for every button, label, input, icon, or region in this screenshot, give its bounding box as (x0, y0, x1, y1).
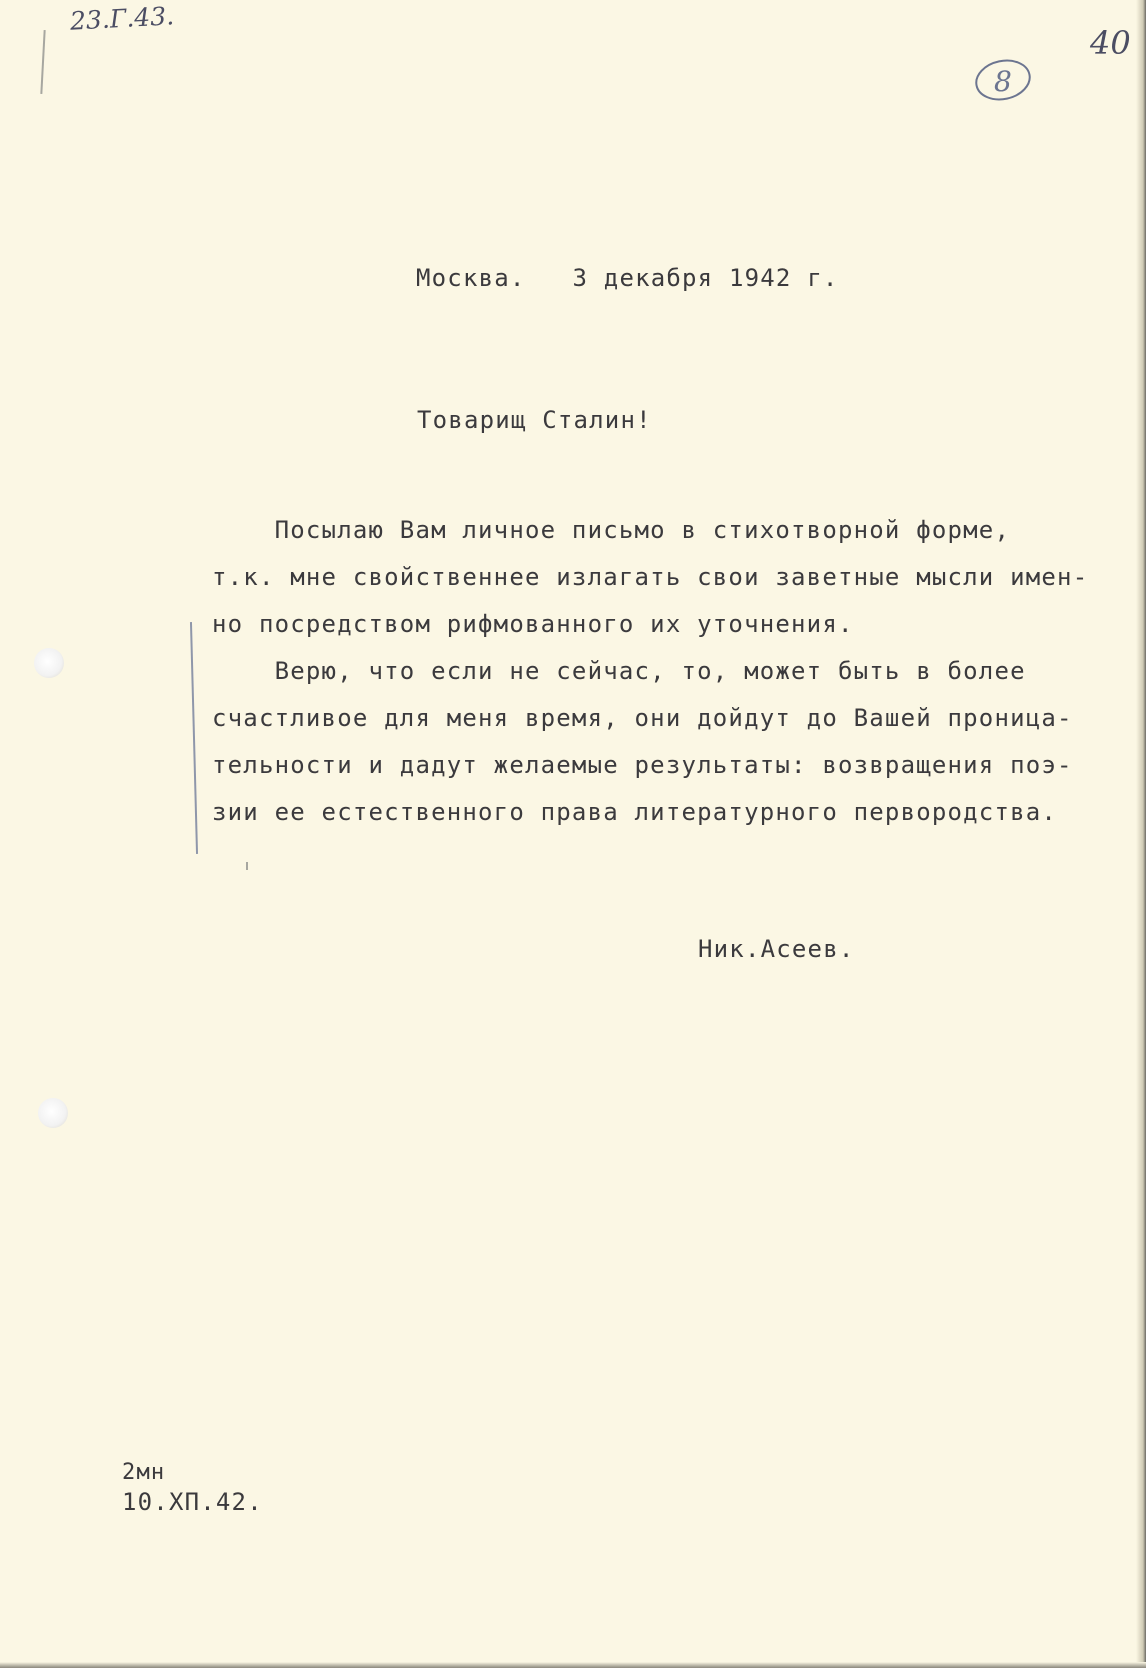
paragraph-1 (212, 507, 1088, 648)
paragraph-1-line-1: Посылаю Вам личное письмо в стихотворной форме, (212, 516, 1011, 544)
copies-note: 2мн (122, 1460, 166, 1485)
salutation: Товарищ Сталин! (417, 406, 652, 434)
circled-mark-icon (970, 54, 1036, 106)
signature: Ник.Асеев. (698, 935, 855, 963)
punch-hole-bottom (38, 1098, 68, 1128)
paragraph-2-line-4: зии ее естественного права литературного первородства. (212, 798, 1058, 826)
paragraph-2 (212, 648, 1073, 836)
paragraph-2-line-1: Верю, что если не сейчас, то, может быть в более (212, 657, 1026, 685)
place-and-date: Москва. 3 декабря 1942 г. (416, 264, 839, 292)
margin-pencil-line (190, 622, 198, 854)
page-edge-shadow (1136, 0, 1146, 1668)
margin-dot (246, 862, 248, 870)
paragraph-2-line-2: счастливое для меня время, они дойдут до Вашей проница- (212, 704, 1073, 732)
paragraph-2-line-3: тельности и дадут желаемые результаты: возвращения поэ- (212, 751, 1073, 779)
circled-mark-text: 8 (994, 65, 1012, 98)
page-number: 40 (1090, 24, 1131, 62)
page-bottom-shadow (0, 1662, 1146, 1668)
punch-hole-top (34, 648, 64, 678)
registry-date: 10.ХП.42. (122, 1488, 263, 1516)
archive-date-mark: 23.Г.43. (69, 1, 175, 36)
paragraph-1-line-2: т.к. мне свойственнее излагать свои заветные мысли имен- (212, 563, 1089, 591)
paragraph-1-line-3: но посредством рифмованного их уточнения. (212, 610, 854, 638)
margin-tick-mark (40, 30, 45, 94)
